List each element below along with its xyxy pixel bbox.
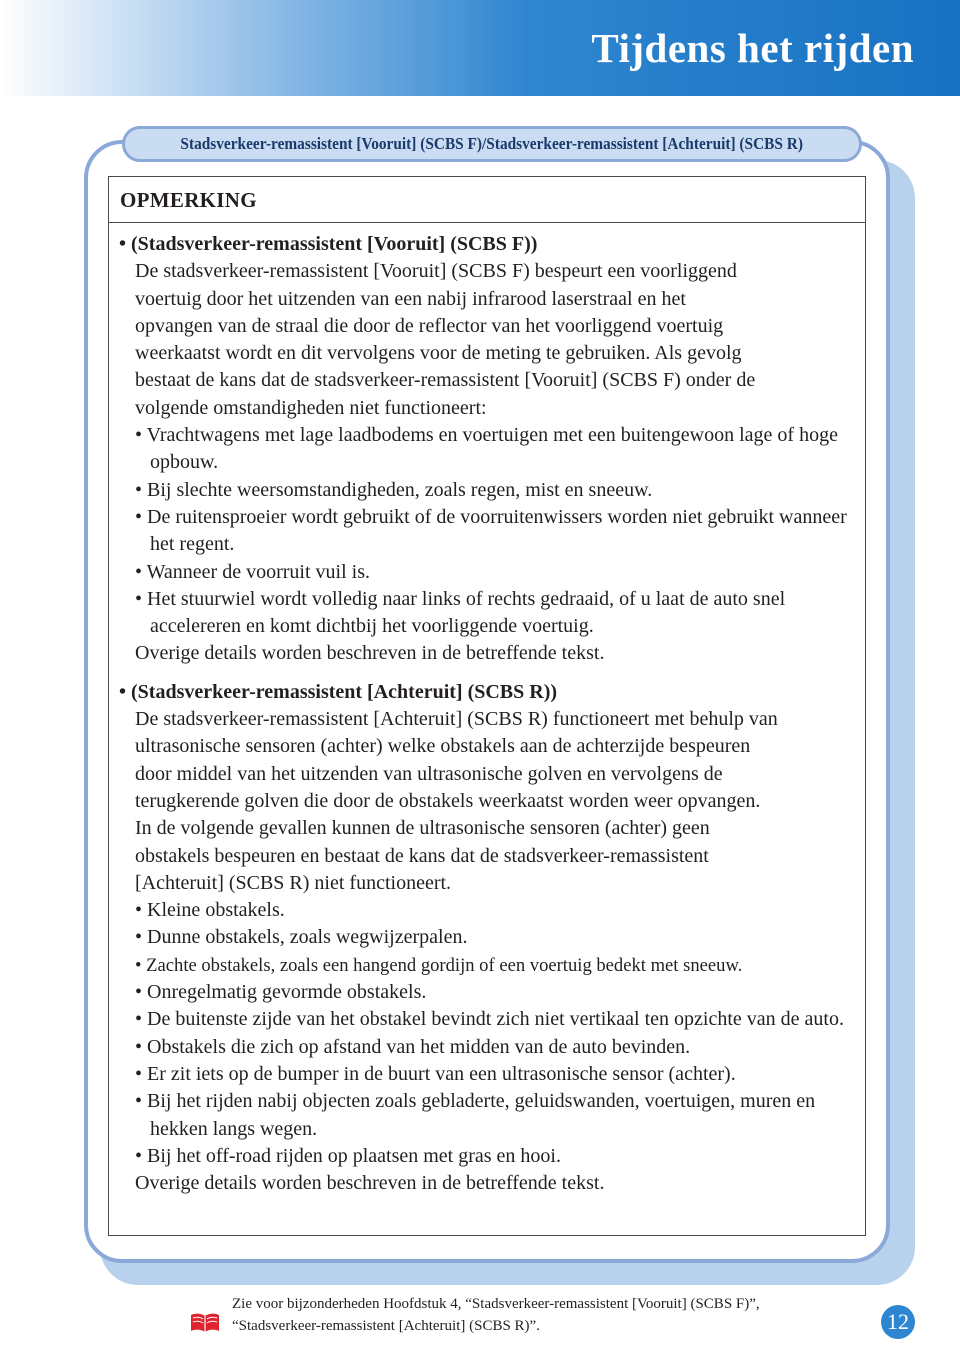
bullet-item: • Vrachtwagens met lage laadbodems en voertuigen met een buitengewoon lage of hoge opbouw.: [135, 424, 838, 474]
section-line: De stadsverkeer-remassistent [Achteruit] (SCBS R) functioneert met behulp van: [135, 708, 778, 731]
bullet-item: • De ruitensproeier wordt gebruikt of de voorruitenwissers worden niet gebruikt wanneer het regent.: [135, 505, 847, 556]
section-tail: Overige details worden beschreven in de betreffende tekst.: [135, 642, 605, 665]
bullet-item: • Kleine obstakels.: [135, 899, 285, 922]
section-line: De stadsverkeer-remassistent [Vooruit] (SCBS F) bespeurt een voorliggend: [135, 260, 737, 283]
footer-reference: [232, 1293, 882, 1337]
section-line: bestaat de kans dat de stadsverkeer-remassistent [Vooruit] (SCBS F) onder de: [135, 369, 756, 392]
note-body: [109, 223, 865, 1197]
section-line: [Achteruit] (SCBS R) niet functioneert.: [135, 871, 452, 894]
bullet-item: • Bij slechte weersomstandigheden, zoals regen, mist en sneeuw.: [135, 478, 653, 501]
bullet-item: • Bij het off-road rijden op plaatsen met gras en hooi.: [135, 1144, 561, 1167]
note-section-scbs-f: [119, 231, 857, 668]
bullet-item: • Zachte obstakels, zoals een hangend gordijn of een voertuig bedekt met sneeuw.: [135, 954, 743, 976]
bullet-item: • Dunne obstakels, zoals wegwijzerpalen.: [135, 926, 468, 949]
footer-line: “Stadsverkeer-remassistent [Achteruit] (SCBS R)”.: [232, 1318, 540, 1334]
section-tab: [122, 126, 862, 162]
bullet-item: • Onregelmatig gevormde obstakels.: [135, 981, 427, 1004]
bullet-item: • Obstakels die zich op afstand van het midden van de auto bevinden.: [135, 1035, 691, 1058]
section-line: In de volgende gevallen kunnen de ultrasonische sensoren (achter) geen: [135, 817, 710, 840]
section-line: opvangen van de straal die door de reflector van het voorliggend voertuig: [135, 314, 724, 337]
section-title: • (Stadsverkeer-remassistent [Vooruit] (SCBS F)): [119, 233, 538, 255]
section-line: volgende omstandigheden niet functioneert:: [135, 396, 487, 419]
bullet-item: • Er zit iets op de bumper in de buurt van een ultrasonische sensor (achter).: [135, 1062, 736, 1085]
section-line: weerkaatst wordt en dit vervolgens voor de meting te gebruiken. Als gevolg: [135, 342, 742, 365]
bullet-item: • De buitenste zijde van het obstakel bevindt zich niet vertikaal ten opzichte van de auto.: [135, 1008, 844, 1031]
page-header: [0, 0, 960, 96]
section-title: • (Stadsverkeer-remassistent [Achteruit] (SCBS R)): [119, 680, 558, 703]
section-line: terugkerende golven die door de obstakels weerkaatst worden weer opvangen.: [135, 789, 761, 812]
section-line: obstakels bespeuren en bestaat de kans dat de stadsverkeer-remassistent: [135, 844, 709, 867]
footer-line: Zie voor bijzonderheden Hoofdstuk 4, “Stadsverkeer-remassistent [Vooruit] (SCBS F)”,: [232, 1296, 760, 1312]
section-line: door middel van het uitzenden van ultrasonische golven en vervolgens de: [135, 762, 723, 785]
bullet-item: • Het stuurwiel wordt volledig naar links of rechts gedraaid, of u laat de auto snel accelereren en komt dichtbij het voorliggende voertuig.: [135, 587, 786, 638]
section-tab-label: Stadsverkeer-remassistent [Vooruit] (SCBS F)/Stadsverkeer-remassistent [Achteruit] (SCBS R): [180, 134, 804, 153]
bullet-item: • Wanneer de voorruit vuil is.: [135, 560, 370, 583]
note-section-scbs-r: [119, 679, 857, 1198]
note-box: [108, 176, 866, 1236]
section-tail: Overige details worden beschreven in de betreffende tekst.: [135, 1172, 605, 1195]
section-line: voertuig door het uitzenden van een nabij infrarood laserstraal en het: [135, 287, 686, 310]
page-title: Tijdens het rijden: [591, 25, 914, 71]
open-book-icon: [190, 1311, 220, 1335]
section-line: ultrasonische sensoren (achter) welke obstakels aan de achterzijde bespeuren: [135, 735, 751, 758]
page-number: 12: [881, 1305, 915, 1339]
bullet-item: • Bij het rijden nabij objecten zoals gebladerte, geluidswanden, voertuigen, muren en hekken langs wegen.: [135, 1090, 816, 1140]
note-heading: OPMERKING: [109, 177, 865, 223]
